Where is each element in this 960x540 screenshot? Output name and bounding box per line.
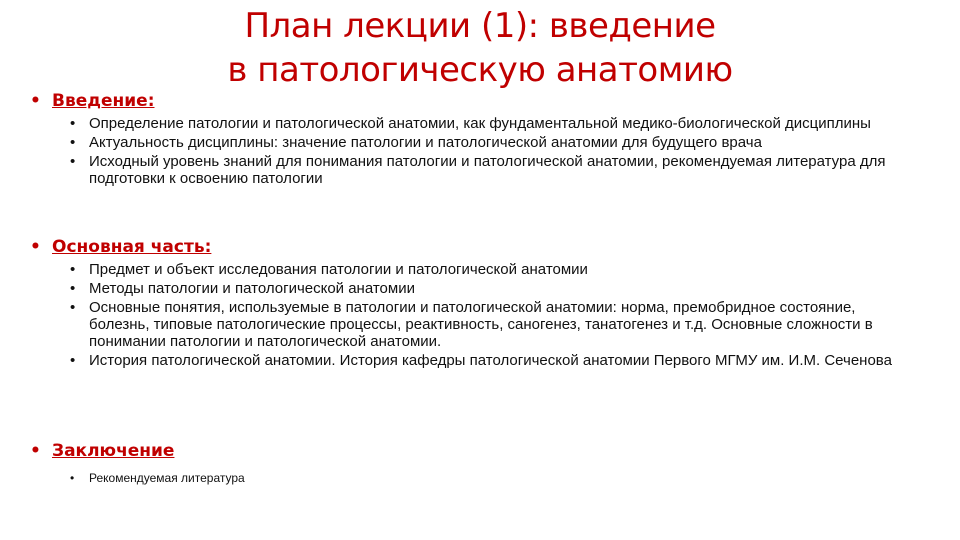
bullet-icon: • bbox=[30, 91, 41, 111]
section-label-conclusion: Заключение bbox=[52, 441, 175, 461]
sub-list bbox=[70, 470, 910, 486]
slide-title-line-1: План лекции (1): введение bbox=[244, 6, 716, 46]
list-item-text: Определение патологии и патологической анатомии, как фундаментальной медико-биологической дисциплины bbox=[89, 115, 871, 132]
list-item-text: Основные понятия, используемые в патологии и патологической анатомии: норма, премобридное состояние, болезнь, типовые патологические процессы, реактивность, саногенез, танатогенез и т.д. Основные сложности в понимании патологии и патологической анатомии. bbox=[89, 299, 873, 350]
section-conclusion bbox=[30, 440, 910, 488]
section-main-part bbox=[30, 236, 910, 371]
section-heading bbox=[30, 90, 910, 112]
bullet-icon: • bbox=[70, 115, 76, 132]
list-item-text: История патологической анатомии. История кафедры патологической анатомии Первого МГМУ им. И.М. Сеченова bbox=[89, 352, 892, 369]
section-label-introduction: Введение: bbox=[52, 91, 155, 111]
section-heading bbox=[30, 236, 910, 258]
bullet-icon: • bbox=[70, 471, 75, 485]
bullet-icon: • bbox=[70, 280, 76, 297]
bullet-icon: • bbox=[30, 441, 41, 461]
section-label-main-part: Основная часть: bbox=[52, 237, 212, 257]
bullet-icon: • bbox=[70, 134, 76, 151]
list-item-text: Методы патологии и патологической анатомии bbox=[89, 280, 415, 297]
bullet-icon: • bbox=[70, 299, 76, 316]
list-item bbox=[70, 280, 910, 297]
list-item-text: Исходный уровень знаний для понимания патологии и патологической анатомии, рекомендуемая литература для подготовки к освоению патологии bbox=[89, 153, 886, 187]
list-item-text: Предмет и объект исследования патологии и патологической анатомии bbox=[89, 261, 588, 278]
bullet-icon: • bbox=[70, 153, 76, 170]
bullet-icon: • bbox=[70, 261, 76, 278]
list-item bbox=[70, 261, 910, 278]
list-item bbox=[70, 470, 910, 486]
section-introduction bbox=[30, 90, 910, 189]
section-heading bbox=[30, 440, 910, 462]
sub-list bbox=[70, 261, 910, 369]
list-item-text: Рекомендуемая литература bbox=[89, 471, 245, 485]
list-item-text: Актуальность дисциплины: значение патологии и патологической анатомии для будущего врача bbox=[89, 134, 762, 151]
bullet-icon: • bbox=[70, 352, 76, 369]
bullet-icon: • bbox=[30, 237, 41, 257]
slide-title-line-2: в патологическую анатомию bbox=[227, 50, 733, 90]
list-item bbox=[70, 153, 910, 187]
slide-title bbox=[200, 4, 760, 92]
list-item bbox=[70, 134, 910, 151]
list-item bbox=[70, 115, 910, 132]
list-item bbox=[70, 352, 910, 369]
list-item bbox=[70, 299, 910, 350]
sub-list bbox=[70, 115, 910, 187]
